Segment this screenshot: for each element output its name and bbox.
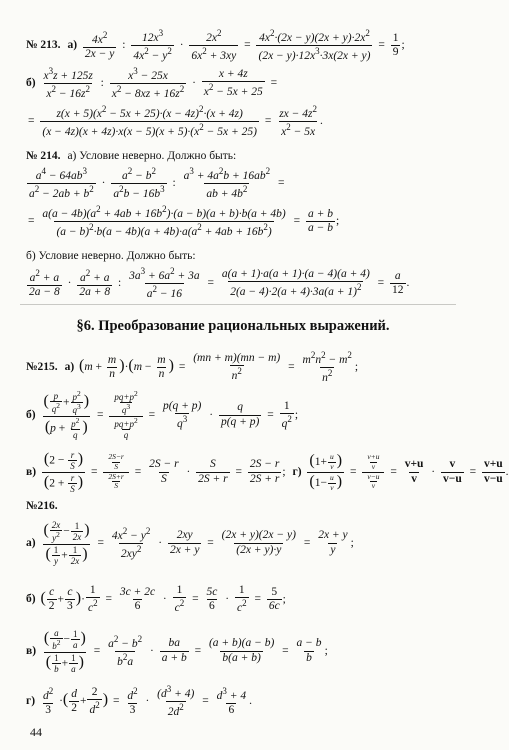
problem-215-v-g: в) (2 − $\frac{r}{S}$ ) (2 + $\frac{r}{S}$ ) = $\frac{\frac{2S-r}{S}}{\frac{2S+r}{S}}$ = $\frac{2S - r}{S}$ · $\frac{S}{2S + r}$ = $\frac{2S - r}{2S + r}$ ; г) (1+ $\frac{u}{v}$ ) (1− $\frac{u}{v}$ ) = $\frac{\frac{v+u}{v}}{\frac{v-u}{v}}$ = $\frac{v+u}{v}$ · $\frac{v}{v-u}$ = $\frac{v+u}{v-u}$ .: [26, 450, 509, 495]
problem-214-b-line: $\frac{a^2 + a}{2a - 8}$ · $\frac{a^2 + a}{2a + 8}$ : $\frac{3a^3 + 6a^2 + 3a}{a^2 - 16}$ = $\frac{a(a + 1)\cdot a(a + 1)\cdot(a - 4)(a + 4)}{2(a - 4)\cdot 2(a + 4)\cdot 3a(a + 1)^2}$ = $\frac{a}{12}$ .: [29, 266, 410, 300]
problem-214-a-note: а) Условие неверно. Должно быть:: [67, 150, 237, 162]
problem-214-a-line1: $\frac{a^4 - 64ab^3}{a^2 - 2ab + b^2}$ · $\frac{a^2 - b^2}{a^2b - 16b^3}$ : $\frac{a^3 + 4a^2b + 16ab^2}{ab + 4b^2}$ =: [29, 166, 285, 200]
problem-216-g: г) $\frac{d^2}{3}$ ·( $\frac{d}{2}$ + $\frac{2}{d^2}$ ) = $\frac{d^2}{3}$ · $\frac{(d^3 + 4)}{2d^2}$ = $\frac{d^3 + 4}{6}$ .: [26, 684, 252, 718]
section-heading: §6. Преобразование рациональных выражений.: [76, 318, 390, 334]
label-b: б): [26, 77, 36, 90]
problem-213-b-line1: б) $\frac{x^3z + 125z}{x^2 - 16z^2}$ : $\frac{x^3 - 25x}{x^2 - 8xz + 16z^2}$ · $\frac{x + 4z}{x^2 - 5x + 25}$ =: [26, 66, 278, 100]
problem-214-header: [26, 150, 458, 162]
page-number: 44: [30, 725, 42, 739]
problem-214-a-line2: = $\frac{a(a - 4b)(a^2 + 4ab + 16b^2)\cdot(a - b)(a + b)\cdot b(a + 4b)}{(a - b)^2\cdot b(a - 4b)(a + 4b)\cdot a(a^2 + 4ab + 16b^2)}$ = $\frac{a + b}{a - b}$ ;: [28, 204, 340, 238]
problem-216-title: №216.: [26, 500, 58, 512]
problem-213-a: № 213. а) $\frac{4x^2}{2x - y}$ : $\frac{12x^3}{4x^2 - y^2}$ · $\frac{2x^2}{6x^2 + 3xy}$ = $\frac{4x^2\cdot(2x - y)(2x + y)\cdot 2x^2}{(2x - y)\cdot 12x^3\cdot 3x(2x + y)}$ = $\frac{1}{9}$ ;: [26, 28, 405, 62]
problem-216-v: в) ( $\frac{a}{b^2}$ − $\frac{1}{a}$ ) ( $\frac{1}{b}$ + $\frac{1}{a}$ ) = $\frac{a^2 - b^2}{b^2a}$ · $\frac{ba}{a + b}$ = $\frac{(a + b)(a - b)}{b(a + b)}$ = $\frac{a - b}{b}$ ;: [26, 628, 328, 675]
problem-214-b-note: б) Условие неверно. Должно быть:: [26, 250, 196, 262]
label-a: а): [67, 39, 78, 52]
problem-216-b: б) ( $\frac{c}{2}$ + $\frac{c}{3}$ )· $\frac{1}{c^2}$ = $\frac{3c + 2c}{6}$ · $\frac{1}{c^2}$ = $\frac{5c}{6}$ · $\frac{1}{c^2}$ = $\frac{5}{6c}$ ;: [26, 584, 286, 615]
problem-215-a: №215. а) (m + $\frac{m}{n}$ )·(m − $\frac{m}{n}$ ) = $\frac{(mn + m)(mn - m)}{n^2}$ = $\frac{m^2n^2 - m^2}{n^2}$ ;: [26, 350, 359, 384]
problem-215-title: №215.: [26, 361, 58, 374]
problem-213-title: № 213.: [26, 39, 61, 52]
problem-215-b: б) ( $\frac{p}{q^2}$ + $\frac{p^2}{q^3}$ ) (p + $\frac{p^2}{q}$ ) = $\frac{\frac{pq+p^2}{q^3}}{\frac{pq+p^2}{q}}$ = $\frac{p(q + p)}{q^3}$ · $\frac{q}{p(q + p)}$ = $\frac{1}{q^2}$ ;: [26, 389, 299, 441]
problem-213-b-line2: = $\frac{z(x + 5)(x^2 - 5x + 25)\cdot(x - 4z)^2\cdot(x + 4z)}{(x - 4z)(x + 4z)\cdot x(x - 5)(x + 5)\cdot(x^2 - 5x + 25)}$ = $\frac{zx - 4z^2}{x^2 - 5x}$ .: [28, 104, 323, 138]
problem-216-a: а) ( $\frac{2x}{y^2}$ − $\frac{1}{2x}$ ) ( $\frac{1}{y}$ + $\frac{1}{2x}$ ) = $\frac{4x^2 - y^2}{2xy^2}$ · $\frac{2xy}{2x + y}$ = $\frac{(2x + y)(2x - y)}{(2x + y)\cdot y}$ = $\frac{2x + y}{y}$ ;: [26, 520, 354, 567]
section-divider: [20, 304, 456, 305]
problem-214-title: № 214.: [26, 150, 61, 162]
